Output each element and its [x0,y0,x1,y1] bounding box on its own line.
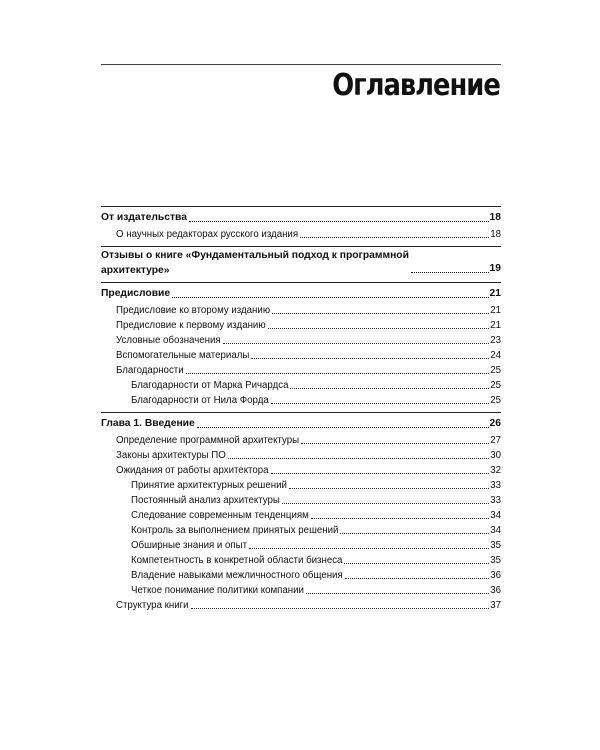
toc-entry-page-number: 35 [490,555,501,566]
toc-entry-title: Определение программной архитектуры [116,435,300,446]
toc-entry-title: Благодарности от Нила Форда [131,395,269,406]
toc-entry-page-number: 34 [490,525,501,536]
toc-entry-title: Предисловие [101,288,171,299]
toc-entry[interactable] [101,523,501,538]
toc-entry[interactable] [101,568,501,583]
toc-entry-page-number: 21 [490,320,501,331]
toc-entry[interactable] [101,553,501,568]
dot-leader [249,548,489,549]
toc-entry[interactable] [101,583,501,598]
toc-entry-page-number: 18 [489,212,501,223]
toc-entry[interactable] [101,333,501,348]
toc-entry-title: Ожидания от работы архитектора [116,465,269,476]
toc-entry-page-number: 24 [490,350,501,361]
toc-entry-page-number: 37 [490,600,501,611]
dot-leader [306,593,489,594]
toc-entry[interactable] [101,508,501,523]
toc-entry[interactable] [101,348,501,363]
dot-leader [251,358,489,359]
dot-leader [189,221,489,222]
toc-entry-page-number: 18 [490,229,501,240]
toc-entry-title: Благодарности [116,365,184,376]
toc-entry-title: Обширные знания и опыт [131,540,248,551]
toc-entry-title: Владение навыками межличностного общения [131,570,343,581]
toc-section [101,282,501,408]
toc-entry-page-number: 21 [489,288,501,299]
dot-leader [186,373,490,374]
toc-entry[interactable] [101,463,501,478]
toc-entry-title: Постоянный анализ архитектуры [131,495,280,506]
top-rule [101,64,501,65]
toc-entry-title-line: архитектуре» [101,265,170,276]
dot-leader [290,388,489,389]
dot-leader [300,237,489,238]
toc-entry-title: Следование современным тенденциям [131,510,309,521]
toc-entry-title: Принятие архитектурных решений [131,480,287,491]
toc-entry-title [101,248,409,278]
toc-entry-page-number: 25 [490,365,501,376]
toc-entry-page-number: 26 [489,418,501,429]
dot-leader [289,488,489,489]
toc-entry[interactable] [101,248,501,278]
toc-entry[interactable] [101,393,501,408]
toc-entry[interactable] [101,303,501,318]
dot-leader [272,313,489,314]
dot-leader [172,297,488,298]
toc-entry-page-number: 27 [490,435,501,446]
toc-entry-page-number: 33 [490,495,501,506]
dot-leader [311,518,489,519]
toc-entry-title-line: Отзывы о книге «Фундаментальный подход к программной [101,250,409,261]
dot-leader [223,343,490,344]
toc-entry[interactable] [101,433,501,448]
toc-entry[interactable] [101,493,501,508]
dot-leader [344,563,489,564]
dot-leader [197,427,489,428]
toc-entry[interactable] [101,414,501,433]
toc-entry-page-number: 35 [490,540,501,551]
toc-entry[interactable] [101,478,501,493]
toc-entry[interactable] [101,448,501,463]
toc-entry-page-number: 23 [490,335,501,346]
toc-entry-page-number: 36 [490,570,501,581]
toc-entry-page-number: 30 [490,450,501,461]
toc-entry[interactable] [101,208,501,227]
dot-leader [301,443,489,444]
dot-leader [340,533,489,534]
toc-section [101,246,501,278]
toc-entry-title: От издательства [101,212,187,223]
toc-entry-title: Благодарности от Марка Ричардса [131,380,289,391]
toc-entry-title: Условные обозначения [116,335,221,346]
toc-entry-page-number: 21 [490,305,501,316]
toc-entry-page-number: 34 [490,510,501,521]
toc-entry-title: Компетентность в конкретной области бизнеса [131,555,343,566]
toc-entry-title: Глава 1. Введение [101,418,195,429]
toc-entry[interactable] [101,538,501,553]
toc-entry[interactable] [101,318,501,333]
dot-leader [271,403,489,404]
toc-entry-page-number: 25 [490,395,501,406]
dot-leader [411,272,489,273]
toc-entry-title: Предисловие ко второму изданию [116,305,271,316]
dot-leader [191,608,490,609]
page-title: Оглавление [332,68,500,103]
toc-entry-title: Структура книги [116,600,189,611]
toc-entry-page-number: 19 [489,263,501,274]
table-of-contents [101,206,501,613]
toc-entry-page-number: 32 [490,465,501,476]
toc-entry-title: Предисловие к первому изданию [116,320,266,331]
toc-entry[interactable] [101,284,501,303]
dot-leader [268,328,490,329]
toc-entry-title: Четкое понимание политики компании [131,585,304,596]
dot-leader [345,578,490,579]
toc-entry-title: О научных редакторах русского издания [116,229,299,240]
toc-section [101,206,501,242]
toc-entry[interactable] [101,227,501,242]
toc-entry[interactable] [101,598,501,613]
toc-entry-page-number: 36 [490,585,501,596]
dot-leader [228,458,489,459]
toc-entry-title: Законы архитектуры ПО [116,450,226,461]
toc-entry[interactable] [101,378,501,393]
toc-entry-page-number: 25 [490,380,501,391]
toc-section [101,412,501,613]
toc-entry-title: Контроль за выполнением принятых решений [131,525,339,536]
dot-leader [282,503,489,504]
toc-entry[interactable] [101,363,501,378]
toc-entry-title: Вспомогательные материалы [116,350,250,361]
toc-entry-page-number: 33 [490,480,501,491]
dot-leader [271,473,490,474]
